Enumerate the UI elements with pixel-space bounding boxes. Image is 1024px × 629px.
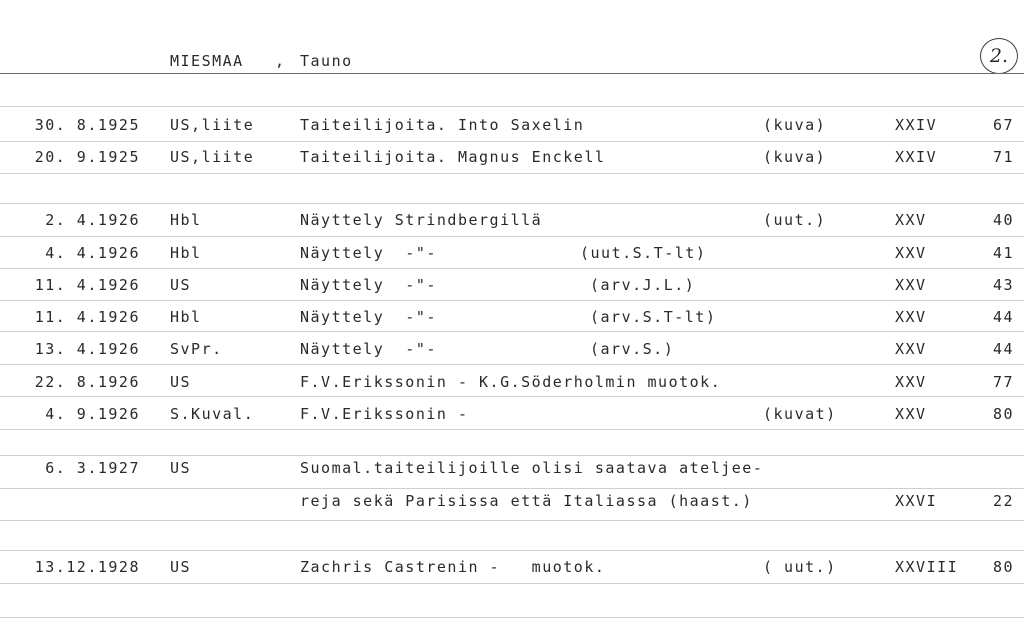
entry-date: 11. 4.1926 bbox=[34, 276, 140, 294]
ruled-line bbox=[0, 550, 1024, 551]
entry-note: (kuvat) bbox=[763, 405, 837, 423]
ruled-line bbox=[0, 617, 1024, 618]
entry-source: US bbox=[170, 459, 192, 477]
ruled-line bbox=[0, 173, 1024, 174]
entry-volume: XXVI bbox=[895, 492, 938, 510]
ruled-line bbox=[0, 106, 1024, 107]
entry-note: (uut.) bbox=[763, 211, 827, 229]
ruled-line bbox=[0, 364, 1024, 365]
entry-source: Hbl bbox=[170, 244, 202, 262]
entry-volume: XXV bbox=[895, 308, 927, 326]
header-separator: , bbox=[275, 52, 286, 70]
entry-note: ( uut.) bbox=[763, 558, 837, 576]
entry-volume: XXVIII bbox=[895, 558, 959, 576]
entry-volume: XXV bbox=[895, 244, 927, 262]
header-firstname: Tauno bbox=[300, 52, 353, 70]
entry-date: 20. 9.1925 bbox=[34, 148, 140, 166]
ruled-line bbox=[0, 583, 1024, 584]
entry-volume: XXV bbox=[895, 340, 927, 358]
entry-source: Hbl bbox=[170, 308, 202, 326]
entry-date: 11. 4.1926 bbox=[34, 308, 140, 326]
entry-title-continued: reja sekä Parisissa että Italiassa (haast.) bbox=[300, 492, 753, 510]
entry-date: 30. 8.1925 bbox=[34, 116, 140, 134]
entry-volume: XXV bbox=[895, 405, 927, 423]
ruled-line bbox=[0, 236, 1024, 237]
entry-volume: XXIV bbox=[895, 116, 938, 134]
entry-source: US,liite bbox=[170, 148, 255, 166]
entry-volume: XXV bbox=[895, 373, 927, 391]
entry-volume: XXV bbox=[895, 211, 927, 229]
header-surname: MIESMAA bbox=[170, 52, 244, 70]
ruled-line bbox=[0, 300, 1024, 301]
ruled-line bbox=[0, 455, 1024, 456]
ruled-line bbox=[0, 268, 1024, 269]
entry-volume: XXIV bbox=[895, 148, 938, 166]
ruled-line bbox=[0, 141, 1024, 142]
entry-page: 43 bbox=[992, 276, 1014, 294]
entry-source: US bbox=[170, 276, 192, 294]
entry-date: 13.12.1928 bbox=[34, 558, 140, 576]
ruled-line bbox=[0, 331, 1024, 332]
card-number: 2. bbox=[980, 38, 1018, 74]
entry-note: (arv.S.) bbox=[590, 340, 675, 358]
entry-note: (arv.S.T-lt) bbox=[590, 308, 717, 326]
entry-source: Hbl bbox=[170, 211, 202, 229]
entry-title: F.V.Erikssonin - bbox=[300, 405, 469, 423]
entry-page: 44 bbox=[992, 308, 1014, 326]
entry-date: 4. 4.1926 bbox=[45, 244, 140, 262]
entry-title: Zachris Castrenin - muotok. bbox=[300, 558, 606, 576]
entry-note: (kuva) bbox=[763, 116, 827, 134]
entry-title: Taiteilijoita. Into Saxelin bbox=[300, 116, 585, 134]
entry-page: 80 bbox=[992, 405, 1014, 423]
entry-volume: XXV bbox=[895, 276, 927, 294]
entry-page: 40 bbox=[992, 211, 1014, 229]
entry-page: 67 bbox=[992, 116, 1014, 134]
entry-note: (arv.J.L.) bbox=[590, 276, 696, 294]
entry-title: Näyttely Strindbergillä bbox=[300, 211, 543, 229]
ruled-line bbox=[0, 396, 1024, 397]
entry-source: S.Kuval. bbox=[170, 405, 255, 423]
entry-page: 80 bbox=[992, 558, 1014, 576]
entry-source: US bbox=[170, 558, 192, 576]
ruled-line bbox=[0, 429, 1024, 430]
entry-page: 71 bbox=[992, 148, 1014, 166]
header-rule bbox=[0, 73, 1024, 74]
entry-source: SvPr. bbox=[170, 340, 223, 358]
entry-date: 2. 4.1926 bbox=[45, 211, 140, 229]
entry-date: 22. 8.1926 bbox=[34, 373, 140, 391]
entry-title: Näyttely -"- bbox=[300, 308, 437, 326]
entry-page: 22 bbox=[992, 492, 1014, 510]
entry-source: US,liite bbox=[170, 116, 255, 134]
entry-page: 41 bbox=[992, 244, 1014, 262]
entry-date: 6. 3.1927 bbox=[45, 459, 140, 477]
ruled-line bbox=[0, 203, 1024, 204]
entry-note: (uut.S.T-lt) bbox=[580, 244, 707, 262]
entry-date: 13. 4.1926 bbox=[34, 340, 140, 358]
entry-page: 77 bbox=[992, 373, 1014, 391]
entry-title: Näyttely -"- bbox=[300, 340, 437, 358]
entry-title: Näyttely -"- bbox=[300, 276, 437, 294]
entry-title: Taiteilijoita. Magnus Enckell bbox=[300, 148, 606, 166]
ruled-line bbox=[0, 520, 1024, 521]
entry-title: Suomal.taiteilijoille olisi saatava ateljee- bbox=[300, 459, 764, 477]
entry-page: 44 bbox=[992, 340, 1014, 358]
entry-source: US bbox=[170, 373, 192, 391]
ruled-line bbox=[0, 488, 1024, 489]
entry-date: 4. 9.1926 bbox=[45, 405, 140, 423]
entry-title: F.V.Erikssonin - K.G.Söderholmin muotok. bbox=[300, 373, 722, 391]
entry-note: (kuva) bbox=[763, 148, 827, 166]
entry-title: Näyttely -"- bbox=[300, 244, 437, 262]
